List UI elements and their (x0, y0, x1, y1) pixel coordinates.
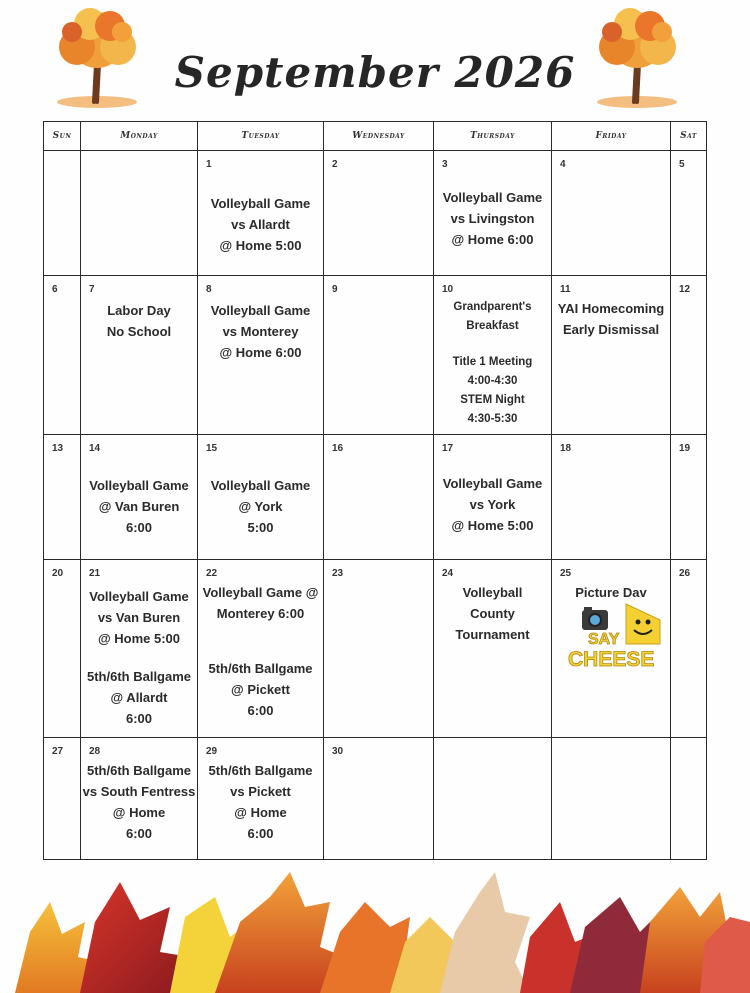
event-text (434, 473, 551, 536)
calendar-week-row (44, 276, 707, 435)
day-number: 11 (560, 284, 571, 295)
event-line: 5:00 (247, 520, 274, 535)
event-line: Labor Day (107, 303, 171, 318)
calendar-day-cell (44, 738, 81, 860)
calendar-day-cell (81, 435, 198, 560)
day-number: 4 (560, 159, 566, 170)
event-line: No School (106, 324, 172, 339)
day-number: 24 (442, 568, 454, 579)
calendar-day-cell (198, 151, 324, 276)
calendar-day-cell (671, 151, 707, 276)
event-line: vs South Fentress (82, 784, 196, 799)
day-number: 21 (89, 568, 101, 579)
event-text (552, 298, 670, 340)
weekday-header: Wednesday (324, 122, 434, 151)
day-number: 9 (332, 284, 338, 295)
event-line: vs York (469, 497, 516, 512)
calendar-day-cell (81, 151, 198, 276)
calendar-day-cell (324, 276, 434, 435)
day-number: 26 (679, 568, 691, 579)
day-number: 20 (52, 568, 64, 579)
event-line: Volleyball Game (210, 196, 311, 211)
calendar-grid (43, 121, 707, 860)
event-line: @ Home 5:00 (451, 518, 534, 533)
calendar-day-cell (81, 560, 198, 738)
event-line: @ Home 5:00 (219, 238, 302, 253)
weekday-header: Tuesday (198, 122, 324, 151)
day-number: 8 (206, 284, 212, 295)
event-line: YAI Homecoming (557, 301, 665, 316)
calendar-day-cell (552, 560, 671, 738)
event-line: vs Allardt (231, 217, 290, 232)
day-number: 28 (89, 746, 101, 757)
day-number: 6 (52, 284, 58, 295)
calendar-day-cell (434, 560, 552, 738)
autumn-leaves-border (0, 862, 750, 993)
event-text (198, 760, 323, 844)
day-number: 30 (332, 746, 344, 757)
calendar-day-cell (434, 738, 552, 860)
event-line: Volleyball Game (89, 589, 189, 604)
event-line: 6:00 (247, 826, 274, 841)
calendar-day-cell (552, 151, 671, 276)
day-number: 5 (679, 159, 685, 170)
day-number: 17 (442, 443, 454, 454)
calendar-day-cell (44, 276, 81, 435)
svg-text:SAY: SAY (588, 631, 620, 648)
event-line: Volleyball Game (210, 303, 311, 318)
calendar-day-cell (198, 560, 324, 738)
calendar-day-cell (44, 435, 81, 560)
event-line: Volleyball Game (210, 478, 311, 493)
event-text (434, 187, 551, 250)
event-line: @ Home (234, 805, 287, 820)
day-number: 19 (679, 443, 691, 454)
calendar-week-row (44, 435, 707, 560)
calendar-day-cell (434, 435, 552, 560)
day-number: 1 (206, 159, 212, 170)
event-line: @ York (238, 499, 283, 514)
event-line: @ Home (112, 805, 166, 820)
day-number: 16 (332, 443, 344, 454)
calendar-day-cell (552, 738, 671, 860)
event-line: 5th/6th Ballgame (86, 669, 192, 684)
event-line: Picture Dav (575, 585, 647, 600)
event-text (434, 298, 551, 429)
calendar-day-cell (324, 738, 434, 860)
weekday-header: Friday (552, 122, 671, 151)
event-line: STEM Night (460, 394, 525, 406)
event-text (434, 582, 551, 645)
calendar-day-cell (81, 738, 198, 860)
day-number: 22 (206, 568, 218, 579)
event-text (198, 475, 323, 538)
calendar-day-cell (44, 151, 81, 276)
day-number: 13 (52, 443, 64, 454)
event-line: 5th/6th Ballgame (208, 661, 313, 676)
calendar-day-cell (324, 435, 434, 560)
day-number: 2 (332, 159, 338, 170)
event-text (81, 586, 197, 729)
calendar-day-cell (552, 276, 671, 435)
event-line: vs Pickett (230, 784, 291, 799)
calendar-day-cell (671, 738, 707, 860)
calendar-week-row (44, 560, 707, 738)
event-line: Monterey 6:00 (216, 606, 305, 621)
event-line: @ Pickett (231, 682, 290, 697)
weekday-header: Sat (671, 122, 707, 151)
weekday-header-row (44, 122, 707, 151)
calendar-day-cell (671, 276, 707, 435)
calendar-week-row (44, 738, 707, 860)
day-number: 15 (206, 443, 218, 454)
day-number: 3 (442, 159, 448, 170)
day-number: 23 (332, 568, 344, 579)
calendar-day-cell (81, 276, 198, 435)
event-line: Breakfast (466, 320, 519, 332)
event-line: 4:30-5:30 (467, 413, 518, 425)
day-number: 25 (560, 568, 572, 579)
event-line: Early Dismissal (562, 322, 660, 337)
event-line: 5th/6th Ballgame (208, 763, 313, 778)
calendar-day-cell (671, 435, 707, 560)
calendar-day-cell (434, 276, 552, 435)
weekday-header: Monday (81, 122, 198, 151)
event-line: vs Livingston (450, 211, 535, 226)
day-number: 12 (679, 284, 691, 295)
calendar-day-cell (44, 560, 81, 738)
day-number: 7 (89, 284, 95, 295)
event-line: vs Van Buren (97, 610, 181, 625)
calendar-day-cell (671, 560, 707, 738)
day-number: 14 (89, 443, 101, 454)
say-cheese-camera-icon (564, 600, 664, 672)
weekday-header: Thursday (434, 122, 552, 151)
event-text (81, 475, 197, 538)
event-line: 6:00 (247, 703, 274, 718)
event-line: 6:00 (125, 826, 153, 841)
event-line: @ Allardt (110, 690, 168, 705)
event-line: @ Home 5:00 (97, 631, 181, 646)
calendar-day-cell (324, 151, 434, 276)
event-line: @ Home 6:00 (219, 345, 302, 360)
event-text (81, 760, 197, 844)
calendar-day-cell (434, 151, 552, 276)
day-number: 10 (442, 284, 454, 295)
event-line: Grandparent's (453, 301, 532, 313)
event-line: 6:00 (125, 711, 153, 726)
event-line: Volleyball (462, 585, 523, 600)
calendar-day-cell (552, 435, 671, 560)
event-line: 6:00 (125, 520, 153, 535)
calendar-day-cell (198, 276, 324, 435)
event-line: Title 1 Meeting (452, 356, 533, 368)
event-text (81, 300, 197, 342)
event-line: 4:00-4:30 (467, 375, 518, 387)
event-text (198, 582, 323, 721)
calendar-day-cell (198, 738, 324, 860)
event-line: vs Monterey (222, 324, 299, 339)
event-line: @ Home 6:00 (451, 232, 534, 247)
event-line: @ Van Buren (98, 499, 180, 514)
event-line: 5th/6th Ballgame (86, 763, 192, 778)
calendar-day-cell (324, 560, 434, 738)
event-line: Tournament (455, 627, 530, 642)
event-line: Volleyball Game (89, 478, 189, 493)
svg-text:CHEESE: CHEESE (568, 648, 655, 671)
day-number: 29 (206, 746, 218, 757)
day-number: 27 (52, 746, 64, 757)
event-line: Volleyball Game @ (202, 585, 319, 600)
day-number: 18 (560, 443, 572, 454)
page-title: September 2026 (174, 48, 576, 97)
weekday-header: Sun (44, 122, 81, 151)
event-line: Volleyball Game (442, 190, 543, 205)
calendar-day-cell (198, 435, 324, 560)
event-text (198, 300, 323, 363)
event-line: County (470, 606, 515, 621)
event-text (198, 193, 323, 256)
calendar-week-row (44, 151, 707, 276)
event-line: Volleyball Game (442, 476, 543, 491)
